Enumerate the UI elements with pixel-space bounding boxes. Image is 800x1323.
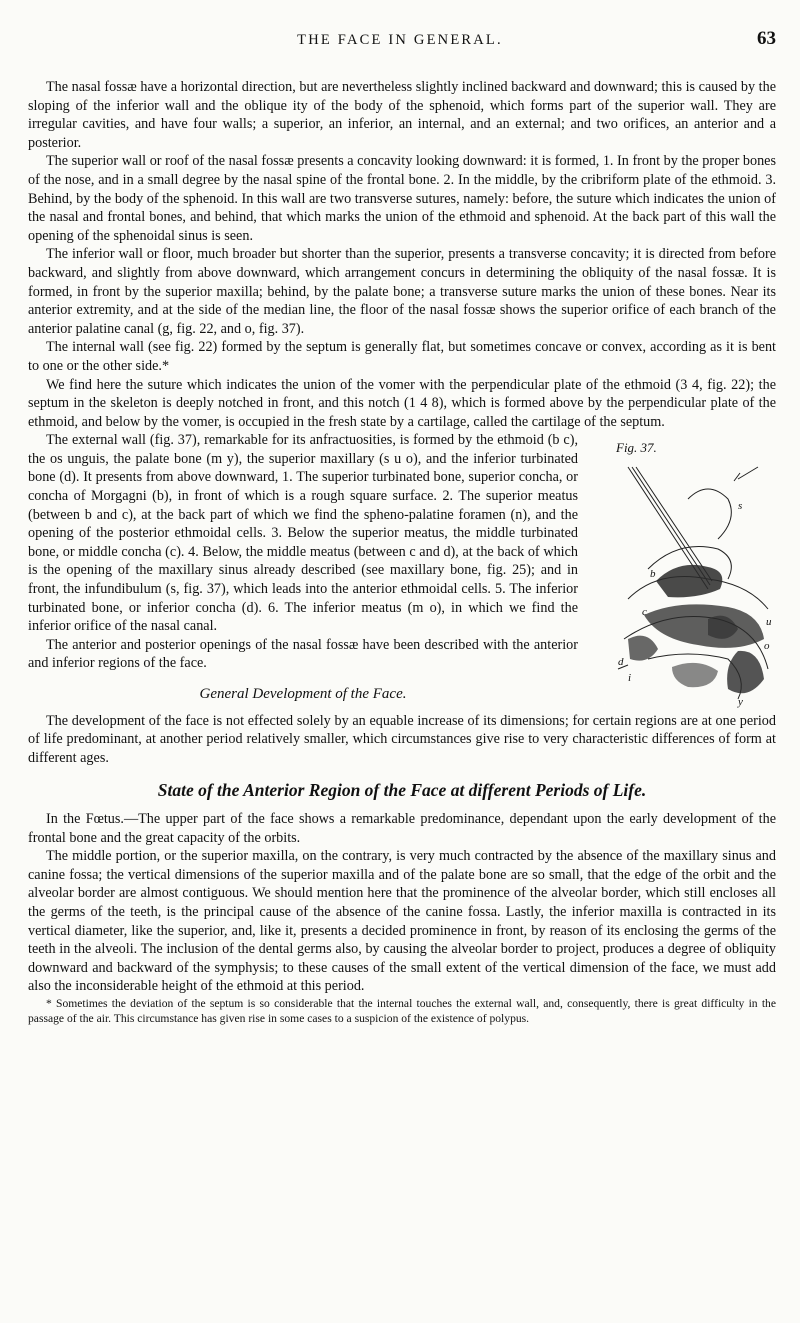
section-heading-development: General Development of the Face.: [199, 686, 407, 702]
body-text: [28, 78, 776, 1026]
running-head: [0, 28, 800, 52]
figure-letter-b: b: [650, 568, 656, 581]
figure-letter-d: d: [618, 656, 624, 669]
figure-letter-c: c: [642, 606, 647, 619]
figure-letter-o: o: [764, 640, 770, 653]
paragraph-1: The nasal fossæ have a horizontal direction, but are nevertheless slightly inclined backward and downward; this is caused by the sloping of the inferior wall and the oblique ity of the body of the sphenoid, which forms part of the superior wall. They are irregular cavities, and have four walls; a superior, an inferior, an internal, and an external; and two orifices, an anterior and a posterior.: [28, 79, 776, 151]
running-title: THE FACE IN GENERAL.: [297, 32, 503, 48]
paragraph-7: The anterior and posterior openings of the nasal fossæ have been described with the anterior and inferior regions of the face.: [28, 636, 578, 672]
page-number: 63: [757, 28, 776, 49]
figure-letter-y: y: [738, 696, 743, 709]
figure-letter-s: s: [738, 500, 743, 513]
footnote: * Sometimes the deviation of the septum is so considerable that the internal touches the external wall, and, consequently, there is great difficulty in the passage of the air. This circumstance has given rise in some cases to a suspicion of the existence of polypus.: [28, 996, 776, 1025]
foetus-paragraph: In the Fœtus.—The upper part of the face shows a remarkable predominance, dependant upon the early development of the frontal bone and the great capacity of the orbits.: [28, 810, 776, 846]
paragraph-5: We find here the suture which indicates the union of the vomer with the perpendicular plate of the ethmoid (3 4, fig. 22); the septum in the skeleton is deeply notched in front, and this notch (1 4 8), which is formed above by the perpendicular plate of the ethmoid, and below by the vomer, is occupied in the fresh state by a cartilage, called the cartilage of the septum.: [28, 376, 776, 430]
paragraph-6: The external wall (fig. 37), remarkable for its anfractuosities, is formed by the ethmoid (b c), the os unguis, the palate bone (m y), the superior maxillary (s u o), and the inferior turbinated bone (d). It presents from above downward, 1. The superior turbinated bone, superior concha, or concha of Morgagni (b), in front of which is a rough square surface. 2. The superior meatus (between b and c), at the back part of which we find the spheno-palatine foramen (n), and the opening of the posterior ethmoidal cells. 3. Below the superior meatus, the middle turbinated bone, or middle concha (c). 4. Below, the middle meatus (between c and d), at the back of which is the opening of the maxillary sinus already described (see maxillary bone, fig. 25); and in front, the infundibulum (s, fig. 37), which leads into the anterior ethmoidal cells. 5. The inferior turbinated bone, or inferior concha (d). 6. The inferior meatus (m o), in which we find the inferior orifice of the nasal canal.: [28, 432, 578, 635]
nasal-fossa-illustration: [588, 439, 776, 711]
figure-letter-i: i: [628, 672, 632, 685]
figure-label: Fig. 37.: [616, 440, 657, 456]
paragraph-4: The internal wall (see fig. 22) formed by the septum is generally flat, but sometimes concave or convex, according as it is bent to one or the other side.*: [28, 339, 776, 374]
figure-37: [588, 439, 776, 711]
middle-portion-paragraph: The middle portion, or the superior maxilla, on the contrary, is very much contracted by the absence of the maxillary sinus and canine fossa; the vertical dimensions of the superior maxilla and of the palate bone are so small, that the edge of the orbit and the alveolar border are almost contiguous. We should mention here that the prominence of the alveolar border, which still encloses all the germs of the teeth, is the principal cause of the absence of the canine fossa. Lastly, the inferior maxilla is contracted in its vertical diameter, like the superior, and, like it, presents a decided prominence in front, by reason of its enclosing the germs of the teeth in the alveoli. The inclusion of the dental germs also, by causing the alveolar border to project, produces a degree of obliquity downward and backward of the symphysis; to these causes of the small extent of the vertical dimension of the face, we must add also the inconsiderable height of the ethmoid at this period.: [28, 848, 776, 995]
figure-letter-u: u: [766, 616, 772, 629]
section-heading-anterior-region: State of the Anterior Region of the Face at different Periods of Life.: [157, 780, 647, 801]
paragraph-3: The inferior wall or floor, much broader but shorter than the superior, presents a transverse concavity; it is directed from before backward, and slightly from above downward, which arrangement concurs in determining the obliquity of the nasal fossæ. It is formed, in front by the superior maxilla; behind, by the palate bone; a transverse suture marks the union of these bones. Near its anterior extremity, and at the side of the median line, the floor of the nasal fossæ shows the superior orifice of each branch of the anterior palatine canal (g, fig. 22, and o, fig. 37).: [28, 246, 776, 337]
paragraph-2: The superior wall or roof of the nasal fossæ presents a concavity looking downward: it is formed, 1. In front by the proper bones of the nose, and in a small degree by the nasal spine of the frontal bone. 2. In the middle, by the cribriform plate of the ethmoid. 3. Behind, by the body of the sphenoid. In this wall are two transverse sutures, namely: before, the suture which indicates the union of the nasal and frontal bones, and behind, that which marks the union of the ethmoid and sphenoid. At the back part of this wall the opening of the sphenoidal sinus is seen.: [28, 153, 776, 244]
development-paragraph: The development of the face is not effected solely by an equable increase of its dimensions; for certain regions are at one period of life predominant, at another period relatively smaller, which circumstances give rise to very characteristic differences of form at different ages.: [28, 712, 776, 766]
